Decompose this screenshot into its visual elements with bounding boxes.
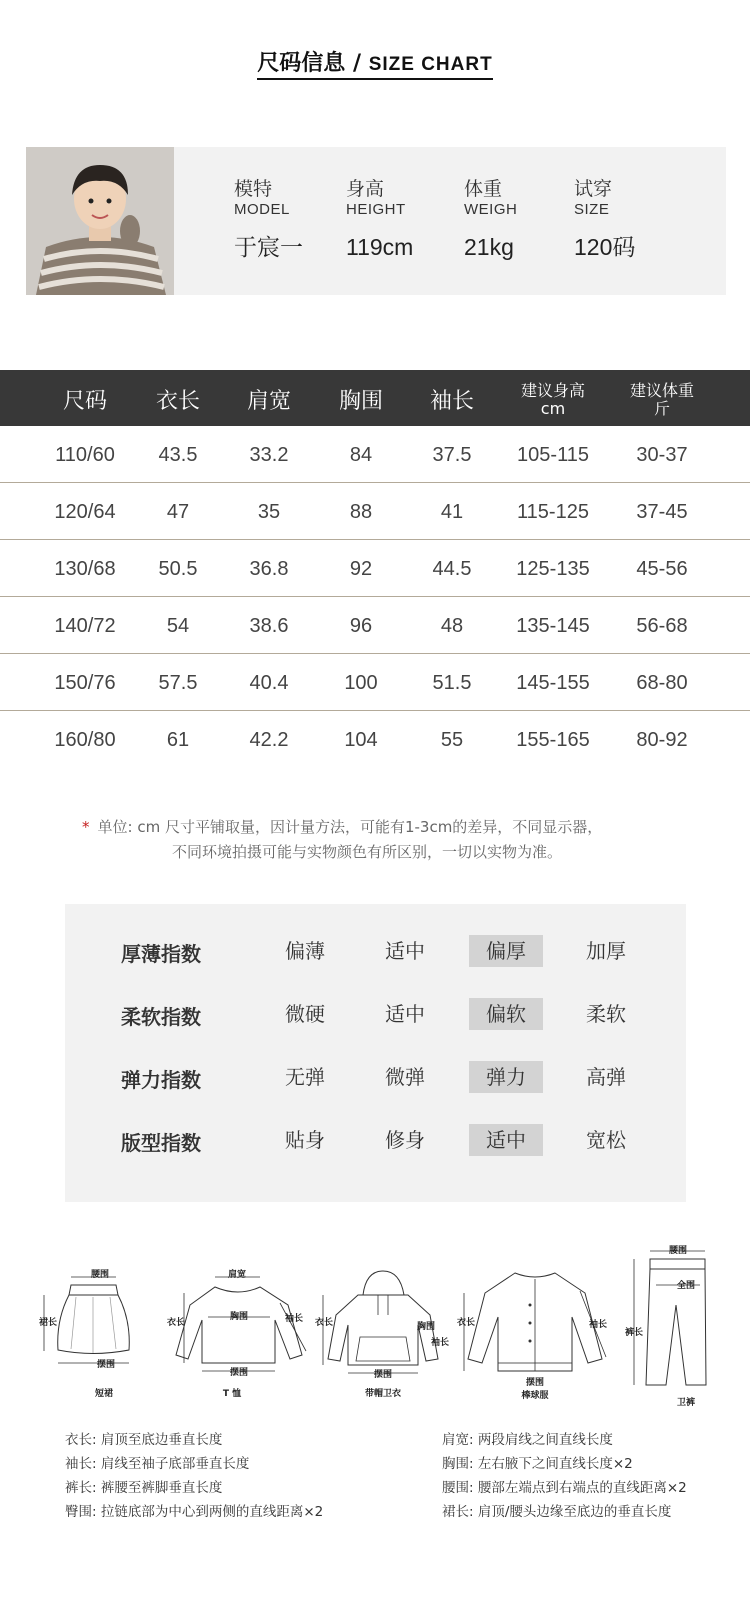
- fabric-index-option: 贴身: [285, 1128, 325, 1152]
- table-cell: 125-135: [516, 558, 590, 580]
- fabric-index-option: 适中: [385, 939, 425, 963]
- size-value: 120码: [574, 234, 636, 260]
- table-cell: 120/64: [54, 501, 116, 523]
- table-cell: 30-37: [636, 444, 688, 466]
- fabric-index-option: 柔软: [586, 1002, 626, 1026]
- legend-item: 腰围: 腰部左端点到右端点的直线距离×2: [442, 1480, 687, 1496]
- table-cell: 36.8: [249, 558, 289, 580]
- model-col-height: [346, 178, 413, 262]
- header-height-label: 建议身高: [520, 381, 586, 400]
- table-cell: 41: [440, 501, 464, 523]
- legend-item: 臀围: 拉链底部为中心到两侧的直线距离×2: [65, 1504, 324, 1520]
- model-photo: [26, 147, 174, 295]
- header-height: [521, 382, 585, 418]
- fabric-index-option: 修身: [385, 1128, 425, 1152]
- pants-label-waist: 腰围: [668, 1246, 688, 1256]
- table-cell: 42.2: [249, 729, 289, 751]
- fabric-index-row: [65, 935, 686, 969]
- model-col-size: [574, 178, 635, 262]
- skirt-diagram: [36, 1265, 151, 1405]
- hoodie-label-length: 衣长: [314, 1318, 334, 1328]
- table-cell: 130/68: [54, 558, 116, 580]
- size-table-body: [0, 426, 750, 768]
- tshirt-label-hem: 摆围: [229, 1368, 249, 1378]
- weight-label-cn: 体重: [464, 178, 503, 200]
- fabric-index-label: 弹力指数: [121, 1068, 201, 1092]
- hoodie-diagram: [314, 1265, 450, 1405]
- table-cell: 150/76: [54, 672, 116, 694]
- table-cell: 135-145: [516, 615, 590, 637]
- hoodie-label-chest: 胸围: [416, 1322, 436, 1332]
- table-cell: 57.5: [158, 672, 198, 694]
- table-cell: 35: [257, 501, 281, 523]
- fabric-index-row: [65, 1124, 686, 1158]
- model-name-value: 于宸一: [234, 234, 303, 260]
- table-cell: 155-165: [516, 729, 590, 751]
- fabric-index-label: 版型指数: [121, 1131, 201, 1155]
- fabric-index-option: 宽松: [586, 1128, 626, 1152]
- legend-item: 衣长: 肩顶至底边垂直长度: [65, 1432, 223, 1448]
- table-row: [0, 597, 750, 654]
- table-cell: 33.2: [249, 444, 289, 466]
- jacket-diagram: [456, 1265, 610, 1405]
- fabric-index-option: 适中: [385, 1002, 425, 1026]
- table-cell: 92: [349, 558, 373, 580]
- table-row: [0, 711, 750, 768]
- weight-value: 21kg: [464, 234, 514, 260]
- garment-diagrams: [0, 1245, 750, 1415]
- fabric-index-option: 偏薄: [285, 939, 325, 963]
- table-cell: 37.5: [432, 444, 472, 466]
- header-height-unit: cm: [540, 399, 566, 418]
- header-chest: 胸围: [338, 389, 384, 414]
- fabric-index-option-selected: 弹力: [469, 1061, 543, 1093]
- table-cell: 38.6: [249, 615, 289, 637]
- model-col-model: [234, 178, 303, 262]
- pants-diagram: [624, 1245, 723, 1415]
- fabric-index-label: 柔软指数: [121, 1005, 201, 1029]
- table-cell: 44.5: [432, 558, 472, 580]
- fabric-index-option-selected: 偏厚: [469, 935, 543, 967]
- table-cell: 105-115: [517, 444, 589, 466]
- size-table-header: [0, 370, 750, 426]
- table-cell: 115-125: [517, 501, 589, 523]
- legend-item: 裤长: 裤腰至裤脚垂直长度: [65, 1480, 223, 1496]
- table-row: [0, 483, 750, 540]
- header-weight: [630, 382, 694, 418]
- height-label-cn: 身高: [346, 178, 385, 200]
- legend-item: 肩宽: 两段肩线之间直线长度: [442, 1432, 613, 1448]
- legend-item: 袖长: 肩线至袖子底部垂直长度: [65, 1456, 250, 1472]
- header-weight-label: 建议体重: [629, 381, 695, 400]
- header-length: 衣长: [155, 389, 201, 414]
- table-cell: 50.5: [158, 558, 198, 580]
- fabric-index-label: 厚薄指数: [121, 942, 201, 966]
- table-cell: 104: [344, 729, 378, 751]
- table-cell: 140/72: [54, 615, 116, 637]
- pants-label-hip: 全围: [676, 1281, 696, 1291]
- pants-label-length: 裤长: [624, 1328, 644, 1338]
- table-cell: 43.5: [158, 444, 198, 466]
- table-cell: 145-155: [516, 672, 590, 694]
- hoodie-label-sleeve: 袖长: [430, 1338, 450, 1348]
- tshirt-label-shoulder: 肩宽: [227, 1270, 247, 1280]
- weight-label-en: WEIGH: [464, 201, 518, 218]
- table-cell: 54: [166, 615, 190, 637]
- table-cell: 68-80: [636, 672, 688, 694]
- title-en: SIZE CHART: [368, 54, 493, 75]
- table-cell: 40.4: [249, 672, 289, 694]
- tshirt-diagram: [166, 1265, 310, 1405]
- model-col-weight: [464, 178, 517, 262]
- header-sleeve: 袖长: [429, 389, 475, 414]
- skirt-label-waist: 腰围: [90, 1270, 110, 1280]
- note-line-1: 单位: cm 尺寸平铺取量，因计量方法，可能有1-3cm的差异，不同显示器，: [97, 818, 603, 836]
- page-title: [0, 46, 750, 77]
- title-cn: 尺码信息: [257, 51, 346, 76]
- jacket-label-hem: 摆围: [525, 1378, 545, 1388]
- fabric-index-option-selected: 偏软: [469, 998, 543, 1030]
- table-cell: 56-68: [636, 615, 688, 637]
- hoodie-label-hem: 摆围: [373, 1370, 393, 1380]
- note-star: *: [82, 818, 90, 836]
- jacket-caption: 棒球服: [521, 1391, 549, 1401]
- jacket-label-length: 衣长: [456, 1318, 476, 1328]
- size-table: [0, 370, 750, 768]
- fabric-index-option: 微弹: [385, 1065, 425, 1089]
- model-info-card: [26, 147, 726, 295]
- table-cell: 47: [166, 501, 190, 523]
- tshirt-label-chest: 胸围: [229, 1312, 249, 1322]
- note-line-2: 不同环境拍摄可能与实物颜色有所区别，一切以实物为准。: [172, 843, 563, 861]
- table-cell: 96: [349, 615, 373, 637]
- size-label-en: SIZE: [574, 201, 610, 218]
- legend-item: 胸围: 左右腋下之间直线长度×2: [442, 1456, 633, 1472]
- legend-item: 裙长: 肩顶/腰头边缘至底边的垂直长度: [442, 1504, 672, 1520]
- jacket-label-sleeve: 袖长: [588, 1320, 608, 1330]
- size-label-cn: 试穿: [574, 178, 613, 200]
- fabric-index-option: 无弹: [285, 1065, 325, 1089]
- skirt-label-length: 裙长: [38, 1318, 58, 1328]
- table-cell: 37-45: [636, 501, 688, 523]
- title-sep: /: [352, 51, 362, 76]
- tshirt-label-length: 衣长: [166, 1318, 186, 1328]
- table-cell: 88: [349, 501, 373, 523]
- fabric-index-row: [65, 1061, 686, 1095]
- fabric-index-option: 微硬: [285, 1002, 325, 1026]
- skirt-label-hem: 摆围: [96, 1360, 116, 1370]
- fabric-index-option: 加厚: [586, 939, 626, 963]
- fabric-index-row: [65, 998, 686, 1032]
- height-value: 119cm: [346, 234, 414, 260]
- table-row: [0, 426, 750, 483]
- model-label-cn: 模特: [234, 178, 273, 200]
- header-weight-unit: 斤: [653, 399, 671, 418]
- fabric-index-option: 高弹: [586, 1065, 626, 1089]
- table-cell: 84: [349, 444, 373, 466]
- table-row: [0, 540, 750, 597]
- skirt-caption: 短裙: [94, 1389, 114, 1399]
- table-cell: 45-56: [636, 558, 688, 580]
- table-row: [0, 654, 750, 711]
- tshirt-label-sleeve: 袖长: [284, 1314, 304, 1324]
- model-label-en: MODEL: [234, 201, 290, 218]
- hoodie-caption: 带帽卫衣: [364, 1389, 402, 1399]
- pants-caption: 卫裤: [676, 1398, 696, 1408]
- table-cell: 55: [440, 729, 464, 751]
- fabric-index-option-selected: 适中: [469, 1124, 543, 1156]
- header-shoulder: 肩宽: [246, 389, 292, 414]
- fabric-index-panel: [65, 904, 686, 1202]
- tshirt-caption: T 恤: [222, 1389, 242, 1399]
- table-cell: 51.5: [432, 672, 472, 694]
- table-cell: 110/60: [55, 444, 115, 466]
- table-cell: 80-92: [636, 729, 688, 751]
- table-cell: 48: [440, 615, 464, 637]
- height-label-en: HEIGHT: [346, 201, 406, 218]
- table-cell: 160/80: [54, 729, 116, 751]
- table-cell: 100: [344, 672, 378, 694]
- table-cell: 61: [166, 729, 190, 751]
- header-size: 尺码: [62, 389, 108, 414]
